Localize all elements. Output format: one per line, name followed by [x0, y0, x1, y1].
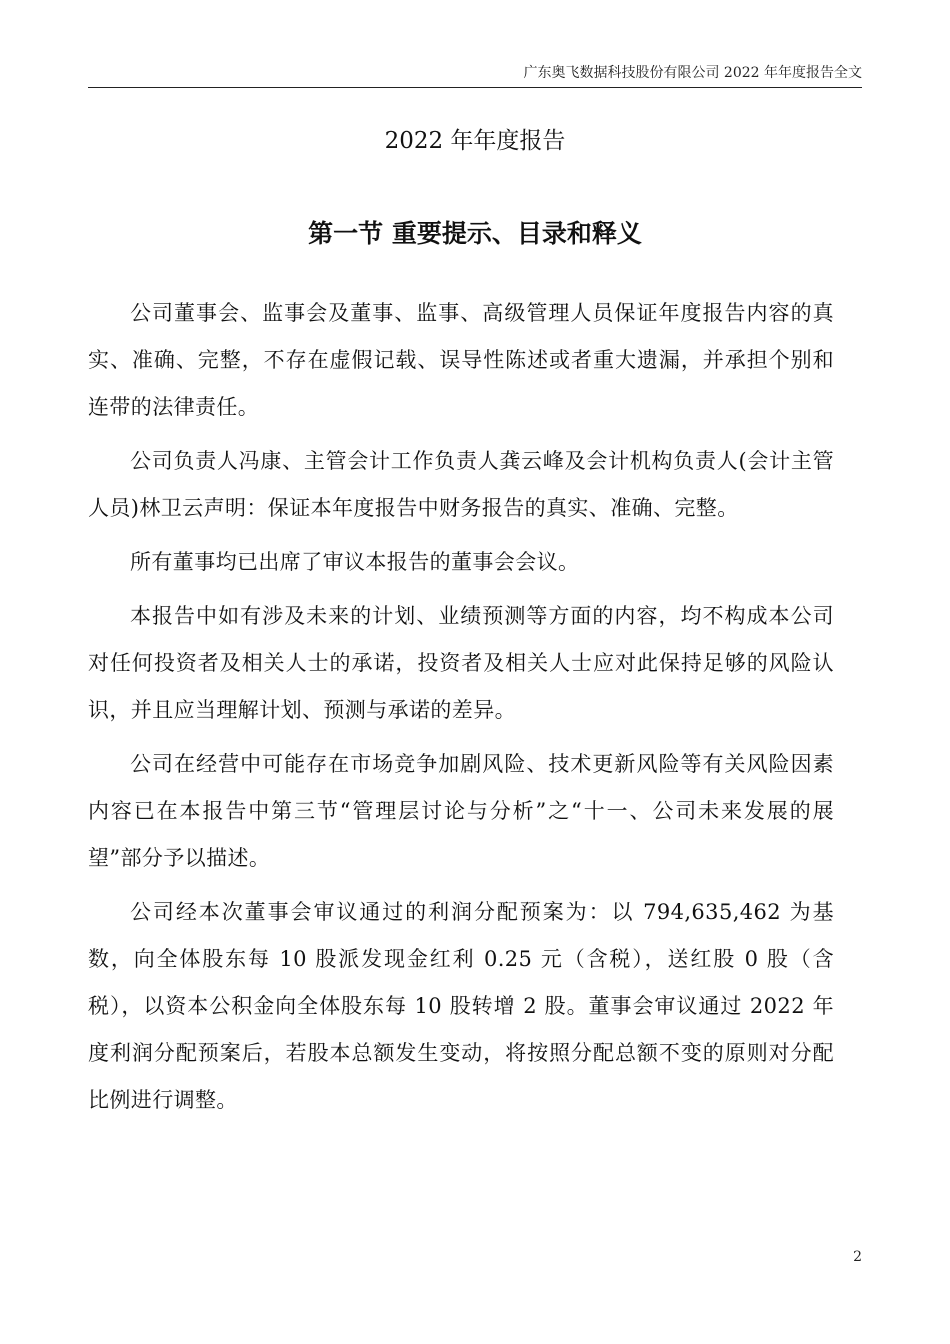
section-title: 第一节 重要提示、目录和释义 [308, 219, 642, 248]
paragraph-forward-looking: 本报告中如有涉及未来的计划、业绩预测等方面的内容，均不构成本公司对任何投资者及相关人士的承诺，投资者及相关人士应对此保持足够的风险认识，并且应当理解计划、预测与承诺的差异。 [88, 604, 834, 722]
paragraph-board-guarantee: 公司董事会、监事会及董事、监事、高级管理人员保证年度报告内容的真实、准确、完整，不存在虚假记载、误导性陈述或者重大遗漏，并承担个别和连带的法律责任。 [88, 301, 834, 419]
paragraph-risk-factors: 公司在经营中可能存在市场竞争加剧风险、技术更新风险等有关风险因素内容已在本报告中第三节“管理层讨论与分析”之“十一、公司未来发展的展望”部分予以描述。 [88, 752, 834, 870]
paragraph-attendance: 所有董事均已出席了审议本报告的董事会会议。 [130, 550, 580, 574]
running-header: 广东奥飞数据科技股份有限公司 2022 年年度报告全文 [523, 65, 862, 81]
document-title: 2022 年年度报告 [384, 128, 566, 154]
document-body [88, 290, 834, 1131]
paragraph-responsible-persons: 公司负责人冯康、主管会计工作负责人龚云峰及会计机构负责人(会计主管人员)林卫云声明：保证本年度报告中财务报告的真实、准确、完整。 [88, 449, 834, 520]
page-number: 2 [853, 1249, 862, 1265]
paragraph-profit-distribution: 公司经本次董事会审议通过的利润分配预案为：以 794,635,462 为基数，向全体股东每 10 股派发现金红利 0.25 元（含税），送红股 0 股（含税），以资本公积金向全体股东每 10 股转增 2 股。董事会审议通过 2022 年度利润分配预案后，若股本总额发生变动，将按照分配总额不变的原则对分配比例进行调整。 [88, 900, 834, 1112]
header-divider [88, 87, 862, 88]
